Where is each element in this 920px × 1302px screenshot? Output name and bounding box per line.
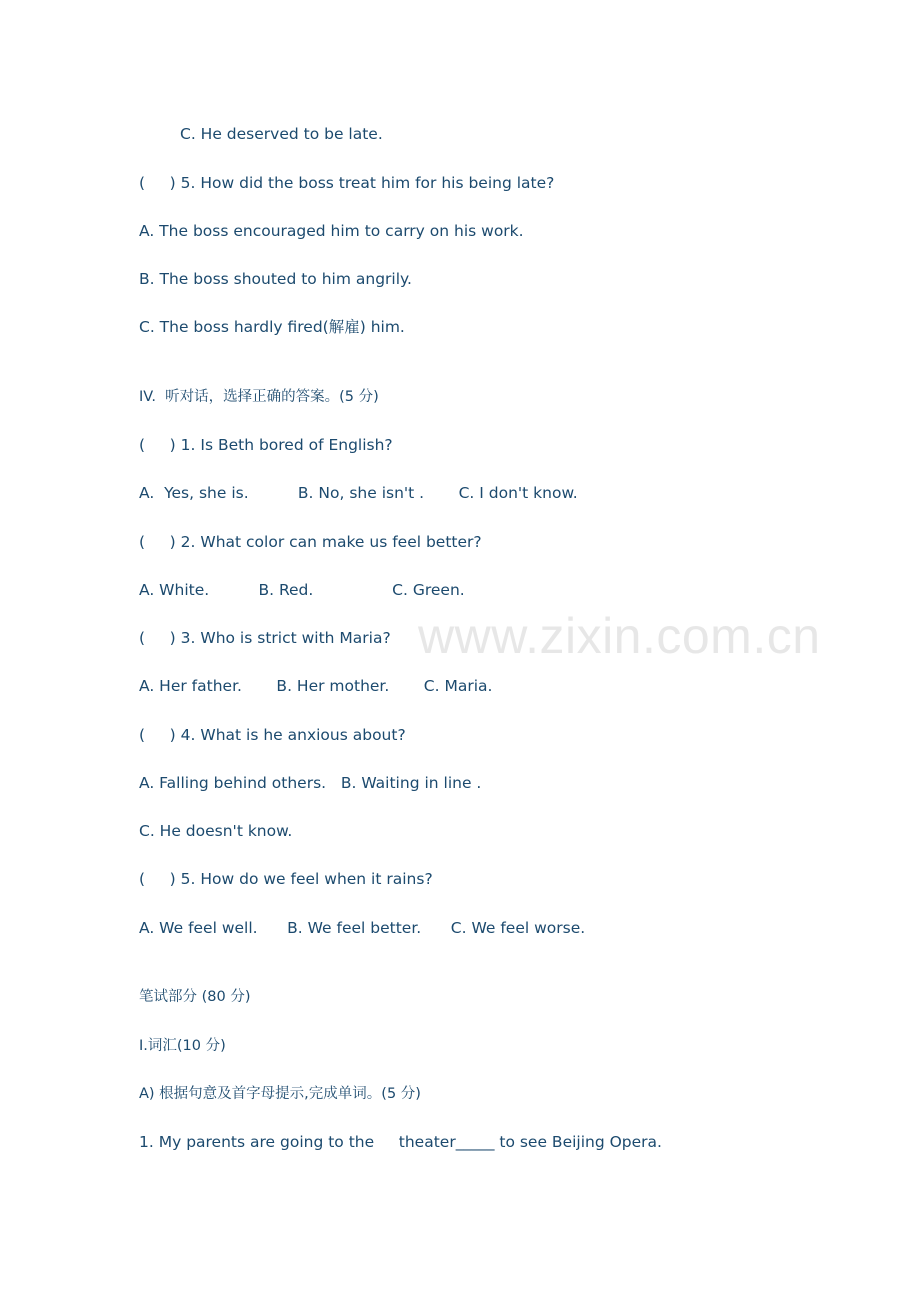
option-c-q5-prev: C. He deserved to be late. xyxy=(180,125,383,143)
section-iv-heading: IV. 听对话，选择正确的答案。(5 分) xyxy=(139,389,379,405)
written-part-heading: 笔试部分 (80 分) xyxy=(139,989,251,1005)
option-a-boss: A. The boss encouraged him to carry on his work. xyxy=(139,222,524,240)
question-1-beth: ( ) 1. Is Beth bored of English? xyxy=(139,436,393,454)
vocabulary-heading: Ⅰ.词汇(10 分) xyxy=(139,1038,226,1054)
option-c-boss: C. The boss hardly fired(解雇) him. xyxy=(139,318,405,336)
options-q2: A. White. B. Red. C. Green. xyxy=(139,581,465,599)
question-5-rains: ( ) 5. How do we feel when it rains? xyxy=(139,870,433,888)
options-q4-ab: A. Falling behind others. B. Waiting in line . xyxy=(139,774,482,792)
option-q4-c: C. He doesn't know. xyxy=(139,822,293,840)
vocab-question-1: 1. My parents are going to the theater_____ to see Beijing Opera. xyxy=(139,1133,662,1151)
section-a-instructions: A) 根据句意及首字母提示,完成单词。(5 分) xyxy=(139,1086,421,1102)
options-q1: A. Yes, she is. B. No, she isn't . C. I don't know. xyxy=(139,484,578,502)
question-5-boss: ( ) 5. How did the boss treat him for his being late? xyxy=(139,174,555,192)
watermark-text: www.zixin.com.cn xyxy=(418,608,821,664)
question-4-anxious: ( ) 4. What is he anxious about? xyxy=(139,726,406,744)
options-q5: A. We feel well. B. We feel better. C. We feel worse. xyxy=(139,919,586,937)
options-q3: A. Her father. B. Her mother. C. Maria. xyxy=(139,677,493,695)
option-b-boss: B. The boss shouted to him angrily. xyxy=(139,270,412,288)
question-3-maria: ( ) 3. Who is strict with Maria? xyxy=(139,629,391,647)
question-2-color: ( ) 2. What color can make us feel better? xyxy=(139,533,482,551)
